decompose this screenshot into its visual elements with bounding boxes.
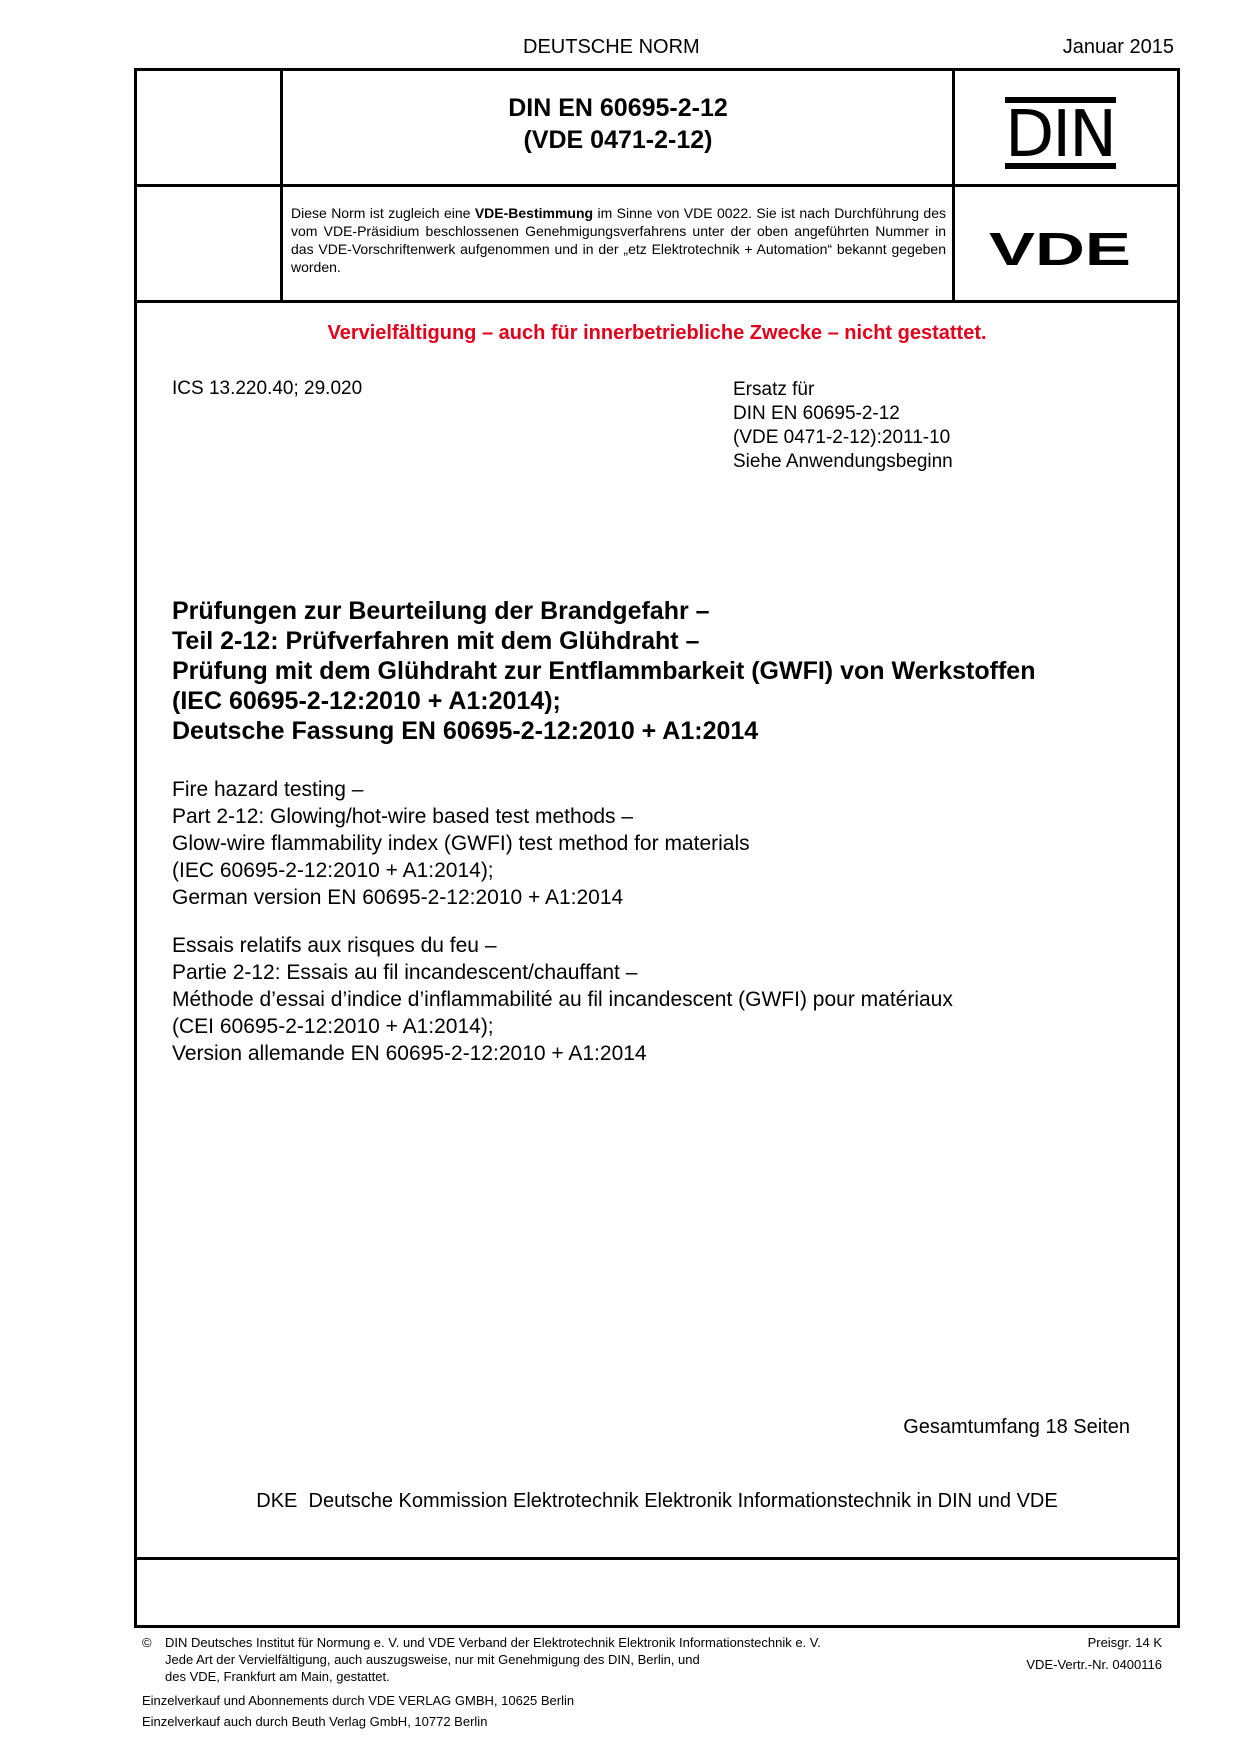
vde-notice-prefix: Diese Norm ist zugleich eine	[291, 205, 475, 221]
total-pages: Gesamtumfang 18 Seiten	[903, 1416, 1130, 1438]
committee-line: DKE Deutsche Kommission Elektrotechnik Elektronik Informationstechnik in DIN und VDE	[256, 1490, 1058, 1512]
divider	[134, 1557, 1180, 1560]
vde-logo-graphic	[988, 228, 1133, 268]
title-english-line: Part 2-12: Glowing/hot-wire based test methods –	[172, 805, 634, 828]
publication-date: Januar 2015	[1062, 36, 1174, 58]
copyright-line: DIN Deutsches Institut für Normung e. V. und VDE Verband der Elektrotechnik Elektronik Informationstechnik e. V.	[165, 1635, 821, 1650]
divider	[134, 300, 1180, 303]
vde-notice	[291, 204, 946, 276]
copyright-notice	[165, 1634, 925, 1685]
title-english-line: German version EN 60695-2-12:2010 + A1:2014	[172, 886, 624, 909]
title-french	[172, 932, 1162, 1067]
copyright-line: des VDE, Frankfurt am Main, gestattet.	[165, 1669, 390, 1684]
din-logo-graphic	[1003, 95, 1118, 171]
vde-logo-text: VDE	[989, 228, 1131, 268]
din-logo-text: DIN	[1004, 98, 1116, 171]
title-french-line: Version allemande EN 60695-2-12:2010 + A1:2014	[172, 1042, 647, 1065]
vde-logo	[988, 228, 1133, 268]
title-french-line: (CEI 60695-2-12:2010 + A1:2014);	[172, 1015, 494, 1038]
title-german-line: Prüfungen zur Beurteilung der Brandgefahr –	[172, 597, 710, 625]
replacement-line: (VDE 0471-2-12):2011-10	[733, 427, 951, 448]
sales-info: Einzelverkauf auch durch Beuth Verlag GmbH, 10772 Berlin	[142, 1714, 488, 1729]
din-logo	[1003, 95, 1118, 171]
reproduction-warning: Vervielfältigung – auch für innerbetriebliche Zwecke – nicht gestattet.	[327, 322, 987, 344]
vde-notice-bold: VDE-Bestimmung	[474, 205, 594, 221]
vde-notice-suffix: im Sinne von VDE 0022. Sie ist nach Durchführung des vom VDE-Präsidium beschlossenen Genehmigungsverfahrens unter der oben angeführten Nummer in das VDE-Vorschriftenwerk aufgenommen und in der „etz Elektrotechnik + Automation“ bekannt gegeben worden.	[291, 205, 946, 275]
title-english-line: (IEC 60695-2-12:2010 + A1:2014);	[172, 859, 494, 882]
title-french-line: Méthode d’essai d’indice d’inflammabilité au fil incandescent (GWFI) pour matériaux	[172, 988, 953, 1011]
title-french-line: Essais relatifs aux risques du feu –	[172, 934, 497, 957]
title-english	[172, 776, 1162, 911]
title-german	[172, 596, 1162, 746]
copyright-symbol: ©	[142, 1635, 152, 1650]
document-number-din: DIN EN 60695-2-12	[508, 94, 728, 122]
ics-code: ICS 13.220.40; 29.020	[172, 378, 363, 399]
document-number	[283, 92, 953, 156]
divider	[134, 184, 1180, 187]
title-english-line: Fire hazard testing –	[172, 778, 364, 801]
title-german-line: Teil 2-12: Prüfverfahren mit dem Glühdraht –	[172, 627, 700, 655]
title-german-line: (IEC 60695-2-12:2010 + A1:2014);	[172, 687, 561, 715]
replacement-line: Ersatz für	[733, 379, 815, 400]
replacement-line: Siehe Anwendungsbeginn	[733, 451, 953, 472]
title-english-line: Glow-wire flammability index (GWFI) test method for materials	[172, 832, 750, 855]
title-german-line: Deutsche Fassung EN 60695-2-12:2010 + A1:2014	[172, 717, 759, 745]
title-german-line: Prüfung mit dem Glühdraht zur Entflammbarkeit (GWFI) von Werkstoffen	[172, 657, 1036, 685]
vde-sales-number: VDE-Vertr.-Nr. 0400116	[1026, 1657, 1162, 1672]
replacement-line: DIN EN 60695-2-12	[733, 403, 900, 424]
copyright-line: Jede Art der Vervielfältigung, auch auszugsweise, nur mit Genehmigung des DIN, Berlin, und	[165, 1652, 700, 1667]
sales-info: Einzelverkauf und Abonnements durch VDE VERLAG GMBH, 10625 Berlin	[142, 1693, 575, 1708]
replacement-info	[733, 378, 953, 474]
price-group: Preisgr. 14 K	[1087, 1635, 1162, 1650]
norm-type-label: DEUTSCHE NORM	[523, 36, 700, 58]
title-french-line: Partie 2-12: Essais au fil incandescent/chauffant –	[172, 961, 638, 984]
document-number-vde: (VDE 0471-2-12)	[523, 126, 713, 154]
